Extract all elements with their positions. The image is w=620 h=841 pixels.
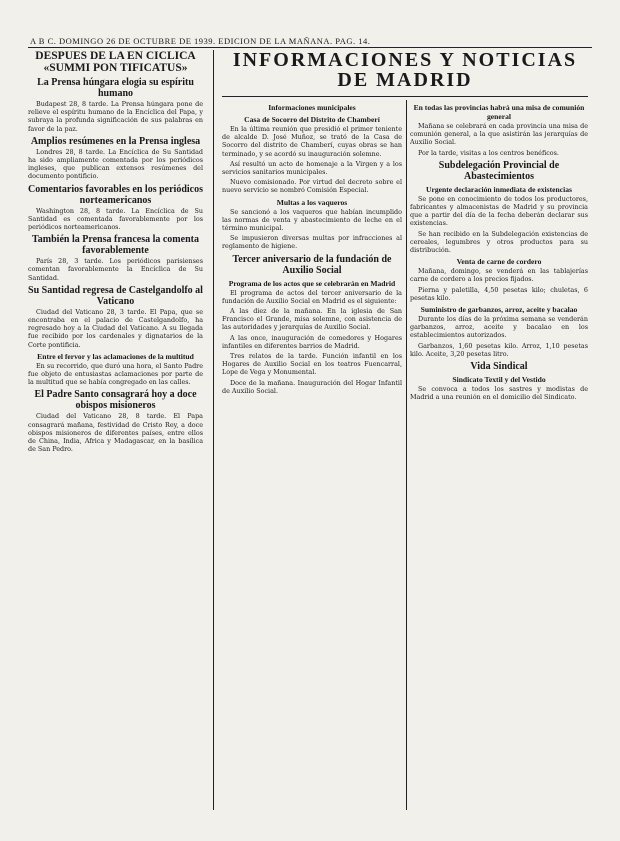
paragraph: A las once, inauguración de comedores y Hogares infantiles en diferentes barrios de Madrid. — [222, 333, 402, 350]
subhead-fines: Multas a los vaqueros — [276, 197, 348, 207]
paragraph: Mañana se celebrará en cada provincia una misa de comunión general, a la que asistirán las jerarquías de Auxilio Social. — [410, 122, 588, 147]
subhead-auxilio-social: Tercer aniversario de la fundación de Auxilio Social — [232, 253, 392, 276]
subhead-usa: Comentarios favorables en los periódicos norteamericanos — [28, 183, 203, 206]
paragraph: Mañana, domingo, se venderá en las tablajerías carne de cordero a los precios fijados. — [410, 267, 588, 284]
paragraph: Se convoca a todos los sastres y modistas de Madrid a una reunión en el domicilio del Sindicato. — [410, 385, 588, 402]
paragraph: Garbanzos, 1,60 pesetas kilo. Arroz, 1,10 pesetas kilo. Aceite, 3,20 pesetas litro. — [410, 341, 588, 358]
header-rule — [28, 47, 592, 48]
paragraph: Durante los días de la próxima semana se venderán garbanzos, arroz, aceite y bacalao en los establecimientos autorizados. — [410, 315, 588, 340]
paragraph: Londres 28, 8 tarde. La Encíclica de Su Santidad ha sido ampliamente comentada por los periódicos ingleses, que publican extensos resúmenes del documento pontificio. — [28, 147, 203, 181]
subhead-municipal: Informaciones municipales — [268, 103, 356, 112]
paragraph: Se han recibido en la Subdelegación existencias de cereales, legumbres y otros productos para su distribución. — [410, 229, 588, 255]
paragraph: Ciudad del Vaticano 28, 3 tarde. El Papa, que se encontraba en el palacio de Castelgandolfo, ha regresado hoy a la Ciudad del Vaticano. A su llegada fue recibido por los cardenales y dignatarios de la Corte pontificia. — [28, 307, 203, 349]
column-1 — [28, 50, 203, 810]
subhead-union: Vida Sindical — [470, 361, 528, 373]
paragraph: Se sancionó a los vaqueros que habían incumplido las normas de venta y abastecimiento de leche en el término municipal. — [222, 207, 402, 233]
paragraph: En su recorrido, que duró una hora, el Santo Padre fue objeto de entusiastas aclamaciones por parte de la multitud que se había congregado en las calles. — [28, 361, 203, 387]
subhead-textile: Sindicato Textil y del Vestido — [452, 375, 546, 385]
paragraph: Se pone en conocimiento de todos los productores, fabricantes y almacenistas de Madrid y su provincia que a partir del día de la fecha deberán declarar sus existencias. — [410, 194, 588, 228]
paragraph: Nuevo comisionado. Por virtud del decreto sobre el nuevo servicio se nombró Comisión Especial. — [222, 178, 402, 195]
subhead-supply: Suministro de garbanzos, arroz, aceite y bacalao — [420, 305, 578, 315]
paragraph: París 28, 3 tarde. Los periódicos parisienses comentan favorablemente la Encíclica de Su Santidad. — [28, 257, 203, 282]
paragraph: Tres relatos de la tarde. Función infantil en los Hogares de Auxilio Social en los teatros Fuencarral, Lope de Vega y Monumental. — [222, 352, 402, 377]
subhead-hungary: La Prensa húngara elogia su espíritu humano — [37, 77, 194, 99]
column-2 — [222, 100, 402, 815]
section-title-rule — [222, 96, 588, 97]
page-header: A B C. DOMINGO 26 DE OCTUBRE DE 1939. EDICION DE LA MAÑANA. PAG. 14. — [30, 36, 371, 46]
subhead-chamberi: Casa de Socorro del Distrito de Chamberí — [244, 115, 380, 124]
paragraph: Ciudad del Vaticano 28, 8 tarde. El Papa consagrará mañana, festividad de Cristo Rey, a doce obispos misioneros de diferentes países, entre ellos de China, India, Africa y Madagascar, en la basílica de San Pedro. — [28, 412, 203, 454]
subhead-bishops: El Padre Santo consagrará hoy a doce obispos misioneros — [34, 389, 197, 412]
column-rule-2 — [406, 100, 407, 810]
subhead-castelgandolfo: Su Santidad regresa de Castelgandolfo al Vaticano — [28, 284, 203, 307]
paragraph: Budapest 28, 8 tarde. La Prensa húngara pone de relieve el espíritu humano de la Encíclica del Papa, y subraya la profunda significación de sus palabras en favor de la paz. — [28, 100, 203, 133]
paragraph: Pierna y paletilla, 4,50 pesetas kilo; chuletas, 6 pesetas kilo. — [410, 285, 588, 302]
subhead-lamb: Venta de carne de cordero — [456, 257, 542, 267]
column-rule-1 — [213, 50, 214, 810]
subhead-france: También la Prensa francesa la comenta favorablemente — [32, 234, 199, 257]
paragraph: Se impusieron diversas multas por infracciones al reglamento de higiene. — [222, 234, 402, 251]
headline-encyclical: DESPUES DE LA EN CICLICA «SUMMI PON TIFICATUS» — [35, 50, 196, 74]
paragraph: A las diez de la mañana. En la iglesia de San Francisco el Grande, misa solemne, con asistencia de las autoridades y jerarquías de Auxilio Social. — [222, 307, 402, 332]
subhead-program: Programa de los actos que se celebrarán en Madrid — [228, 278, 396, 288]
subhead-england: Amplios resúmenes en la Prensa inglesa — [30, 135, 201, 147]
subhead-declaration: Urgente declaración inmediata de existencias — [426, 184, 572, 194]
column-3 — [410, 100, 588, 815]
paragraph: Washington 28, 8 tarde. La Encíclica de Su Santidad es comentada favorablemente por los periódicos norteamericanos. — [28, 206, 203, 232]
paragraph: El programa de actos del tercer aniversario de la fundación de Auxilio Social en Madrid es el siguiente: — [222, 288, 402, 305]
paragraph: En la última reunión que presidió el primer teniente de alcalde D. José Muñoz, se trató de la Casa de Socorro del distrito de Chamberí, cuyas obras se han terminado, y se acordó su inauguración solemne. — [222, 125, 402, 158]
subhead-multitude: Entre el fervor y las aclamaciones de la multitud — [37, 351, 194, 361]
subhead-provinces: En todas las provincias habrá una misa de comunión general — [413, 103, 585, 121]
paragraph: Por la tarde, visitas a los centros benéficos. — [418, 148, 559, 157]
paragraph: Así resultó un acto de homenaje a la Virgen y a los servicios sanitarios municipales. — [222, 159, 402, 177]
paragraph: Doce de la mañana. Inauguración del Hogar Infantil de Auxilio Social. — [222, 378, 402, 395]
section-title: INFORMACIONES Y NOTICIAS DE MADRID — [232, 49, 578, 91]
subhead-supplies: Subdelegación Provincial de Abastecimientos — [438, 159, 560, 182]
